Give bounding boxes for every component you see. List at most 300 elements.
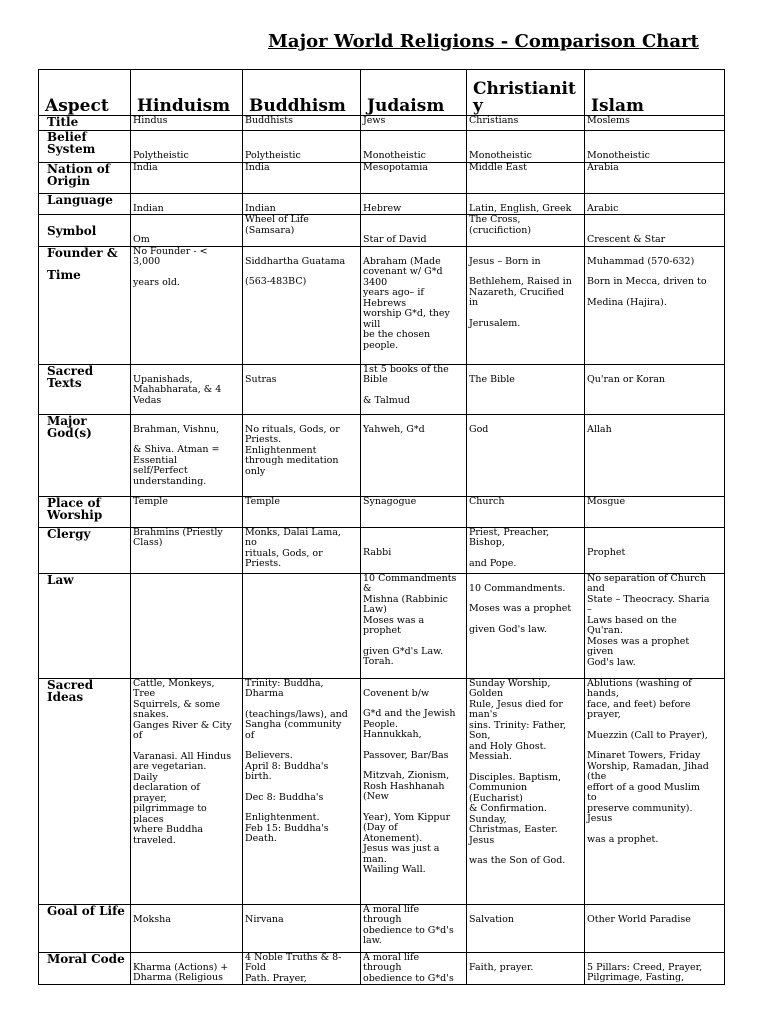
- cell-judaism: [361, 678, 467, 904]
- cell-line: Daily: [133, 771, 158, 783]
- cell-hinduism: [131, 414, 243, 496]
- cell-line: traveled.: [133, 834, 176, 846]
- table-row: [39, 246, 725, 364]
- cell-line: Monotheistic: [469, 150, 532, 161]
- aspect-line: Moral Code: [47, 951, 125, 966]
- table-row: [39, 193, 725, 215]
- cell-line: [469, 131, 582, 141]
- cell-line: Torah.: [363, 656, 394, 667]
- cell-line: in: [469, 297, 479, 308]
- cell-line: [587, 131, 722, 141]
- cell-judaism: [361, 364, 467, 414]
- cell-line: Communion: [469, 782, 528, 793]
- cell-islam: [585, 414, 725, 496]
- cell-hinduism: [131, 246, 243, 364]
- cell-line: Feb 15: Buddha's: [245, 822, 329, 834]
- cell-line: Cattle, Monkeys,: [133, 677, 215, 689]
- cell-christianity: [467, 952, 585, 985]
- aspect-label: [39, 952, 131, 985]
- cell-line: [587, 905, 722, 915]
- cell-line: [363, 528, 464, 538]
- header-label: Islam: [591, 96, 644, 116]
- cell-line: Faith, prayer.: [469, 961, 534, 973]
- cell-line: [363, 741, 464, 751]
- cell-line: Monks, Dalai Lama,: [245, 526, 341, 538]
- cell-line: & Confirmation.: [469, 803, 547, 814]
- cell-line: 10 Commandments: [363, 572, 457, 584]
- cell-line: Qu'ran or Koran: [587, 373, 666, 385]
- cell-line: Priests.: [245, 434, 282, 445]
- cell-judaism: [361, 116, 467, 131]
- cell-line: birth.: [245, 771, 272, 782]
- cell-line: [363, 247, 464, 257]
- cell-islam: [585, 527, 725, 573]
- cell-line: [363, 415, 464, 425]
- aspect-line: Founder &: [47, 245, 118, 260]
- cell-line: G*d and the Jewish: [363, 708, 456, 719]
- cell-line: April 8: Buddha's: [245, 760, 329, 772]
- table-row: [39, 215, 725, 247]
- cell-line: Sutras: [245, 373, 277, 385]
- cell-line: [587, 247, 722, 257]
- cell-line: people.: [363, 339, 399, 351]
- cell-line: are vegetarian.: [133, 761, 207, 772]
- cell-line: Jews: [363, 115, 386, 126]
- cell-line: [363, 803, 464, 813]
- cell-line: Buddhists: [245, 115, 293, 126]
- cell-line: Medina (Hajira).: [587, 296, 667, 308]
- cell-line: Salvation: [469, 913, 514, 925]
- cell-line: through: [363, 914, 402, 925]
- cell-line: understanding.: [133, 475, 207, 487]
- aspect-label: [39, 193, 131, 215]
- cell-judaism: [361, 193, 467, 215]
- cell-line: [469, 247, 582, 257]
- header-label: Hinduism: [137, 96, 231, 116]
- cell-line: [587, 288, 722, 298]
- cell-line: Covenent b/w: [363, 687, 430, 699]
- cell-line: God: [469, 423, 489, 435]
- cell-line: 1st 5 books of the: [363, 363, 449, 375]
- cell-hinduism: [131, 131, 243, 163]
- cell-line: where Buddha: [133, 824, 204, 835]
- cell-line: Jesus was just a: [363, 843, 440, 854]
- cell-buddhism: [243, 131, 361, 163]
- cell-buddhism: [243, 215, 361, 247]
- cell-judaism: [361, 215, 467, 247]
- header-judaism: [361, 70, 467, 116]
- cell-line: A moral life: [363, 951, 420, 963]
- cell-line: Essential: [133, 454, 177, 466]
- cell-line: [363, 538, 464, 548]
- cell-line: given: [587, 646, 614, 657]
- cell-line: Dec 8: Buddha's: [245, 791, 324, 803]
- cell-line: effort of a good Muslim: [587, 781, 700, 793]
- header-label: Judaism: [367, 96, 445, 116]
- cell-christianity: [467, 193, 585, 215]
- cell-line: self/Perfect: [133, 465, 188, 476]
- cell-line: A moral life: [363, 903, 420, 915]
- cell-christianity: [467, 414, 585, 496]
- cell-line: [133, 905, 240, 915]
- table-row: [39, 131, 725, 163]
- cell-line: India: [133, 161, 158, 173]
- cell-line: India: [245, 161, 270, 173]
- cell-line: [363, 637, 464, 647]
- cell-line: [245, 194, 358, 204]
- cell-buddhism: [243, 414, 361, 496]
- cell-buddhism: [243, 162, 361, 193]
- aspect-line: Goal of Life: [47, 903, 125, 918]
- cell-line: years ago– if: [363, 287, 424, 298]
- cell-line: preserve community).: [587, 802, 693, 814]
- aspect-label: [39, 162, 131, 193]
- aspect-label: [39, 527, 131, 573]
- cell-hinduism: [131, 496, 243, 527]
- cell-line: The Bible: [469, 373, 515, 385]
- cell-line: Rosh Hashhanah: [363, 780, 445, 792]
- cell-line: was a prophet.: [587, 833, 659, 845]
- cell-line: Jesus: [587, 813, 613, 824]
- cell-islam: [585, 116, 725, 131]
- cell-buddhism: [243, 527, 361, 573]
- cell-line: [587, 528, 722, 538]
- cell-line: Ablutions (washing of: [587, 677, 692, 689]
- aspect-line: Clergy: [47, 526, 91, 541]
- header-christianity: [467, 70, 585, 116]
- cell-buddhism: [243, 952, 361, 985]
- aspect-label: [39, 246, 131, 364]
- cell-line: prayer,: [133, 792, 167, 804]
- cell-line: Qu'ran.: [587, 625, 623, 636]
- cell-line: (563-483BC): [245, 276, 307, 287]
- cell-line: Law): [363, 604, 387, 615]
- cell-christianity: [467, 496, 585, 527]
- cell-line: (teachings/laws), and: [245, 708, 348, 720]
- cell-line: Trinity: Buddha,: [245, 677, 324, 689]
- cell-line: Mishna (Rabbinic: [363, 593, 448, 605]
- cell-line: Muezzin (Call to Prayer),: [587, 729, 708, 741]
- cell-line: [469, 905, 582, 915]
- cell-line: (New: [363, 791, 389, 802]
- cell-judaism: [361, 952, 467, 985]
- page-title: Major World Religions - Comparison Chart: [268, 31, 699, 52]
- cell-line: Christmas, Easter.: [469, 824, 558, 835]
- aspect-line: Origin: [47, 173, 91, 188]
- aspect-label: [39, 414, 131, 496]
- cell-line: be the chosen: [363, 329, 431, 340]
- cell-judaism: [361, 162, 467, 193]
- cell-line: Priests.: [245, 558, 282, 569]
- cell-line: [469, 763, 582, 773]
- cell-line: 10 Commandments.: [469, 582, 566, 594]
- cell-line: Atonement).: [363, 832, 423, 844]
- cell-christianity: [467, 527, 585, 573]
- cell-islam: [585, 162, 725, 193]
- cell-line: Brahman, Vishnu,: [133, 423, 220, 435]
- cell-line: Varanasi. All Hindus: [133, 750, 232, 762]
- cell-buddhism: [243, 678, 361, 904]
- cell-islam: [585, 496, 725, 527]
- header-label: Buddhism: [249, 96, 346, 116]
- cell-line: No rituals, Gods, or: [245, 423, 340, 435]
- cell-line: given God's law.: [469, 623, 547, 635]
- table-row: [39, 527, 725, 573]
- cell-line: Nazareth, Crucified: [469, 286, 565, 298]
- cell-line: Arabia: [587, 161, 619, 173]
- comparison-table: [38, 69, 725, 985]
- cell-line: Tree: [133, 688, 156, 699]
- cell-line: No Founder - <: [133, 245, 208, 257]
- cell-line: and Holy Ghost.: [469, 740, 547, 752]
- table-row: [39, 364, 725, 414]
- cell-line: [469, 194, 582, 204]
- cell-line: [133, 131, 240, 141]
- cell-line: [587, 194, 722, 204]
- cell-line: [245, 131, 358, 141]
- cell-line: Mitzvah, Zionism,: [363, 770, 450, 781]
- cell-line: Vedas: [133, 394, 162, 406]
- cell-line: Sangha (community: [245, 719, 342, 730]
- table-row: [39, 116, 725, 131]
- cell-line: [245, 247, 358, 257]
- header-hinduism: [131, 70, 243, 116]
- cell-line: 3,000: [133, 256, 161, 267]
- cell-line: Rule, Jesus died for: [469, 698, 563, 710]
- cell-judaism: [361, 527, 467, 573]
- cell-line: [469, 615, 582, 625]
- cell-line: [469, 415, 582, 425]
- cell-line: 5 Pillars: Creed, Prayer,: [587, 961, 703, 973]
- cell-line: People.: [363, 718, 399, 730]
- cell-line: & Shiva. Atman =: [133, 444, 220, 455]
- cell-line: Enlightenment.: [245, 812, 320, 823]
- cell-line: Mahabharata, & 4: [133, 384, 222, 395]
- cell-islam: [585, 678, 725, 904]
- cell-line: Wailing Wall.: [363, 864, 426, 875]
- cell-christianity: [467, 364, 585, 414]
- cell-line: and Pope.: [469, 557, 517, 569]
- cell-line: Yahweh, G*d: [363, 423, 425, 435]
- cell-line: [245, 700, 358, 710]
- cell-line: [363, 679, 464, 689]
- cell-christianity: [467, 678, 585, 904]
- aspect-line: Sacred: [47, 363, 94, 378]
- cell-line: [133, 365, 240, 375]
- cell-line: [245, 783, 358, 793]
- comparison-table-container: [38, 69, 724, 984]
- aspect-line: Nation of: [47, 161, 110, 176]
- cell-line: Rabbi: [363, 546, 392, 558]
- cell-line: Christians: [469, 115, 519, 126]
- cell-line: Squirrels, & some: [133, 698, 221, 710]
- cell-hinduism: [131, 193, 243, 215]
- cell-line: God's law.: [587, 656, 636, 668]
- cell-line: Allah: [587, 423, 612, 435]
- cell-line: Year), Yom Kippur: [363, 811, 451, 823]
- cell-islam: [585, 131, 725, 163]
- cell-line: Church: [469, 495, 505, 507]
- cell-line: man's: [469, 709, 498, 720]
- cell-line: [587, 365, 722, 375]
- cell-line: will: [363, 318, 381, 330]
- cell-line: [133, 953, 240, 963]
- cell-line: worship G*d, they: [363, 308, 450, 319]
- cell-line: through: [363, 962, 402, 973]
- table-row: [39, 573, 725, 678]
- cell-hinduism: [131, 904, 243, 952]
- cell-line: Upanishads,: [133, 373, 193, 385]
- cell-christianity: [467, 246, 585, 364]
- cell-line: Path. Prayer,: [245, 972, 307, 984]
- cell-line: law.: [363, 935, 382, 946]
- table-row: [39, 678, 725, 904]
- cell-line: Hindus: [133, 115, 168, 126]
- header-buddhism: [243, 70, 361, 116]
- cell-line: [133, 415, 240, 425]
- cell-line: Latin, English, Greek: [469, 202, 572, 214]
- cell-line: –: [587, 604, 592, 615]
- cell-line: face, and feet) before: [587, 698, 691, 710]
- cell-line: Siddhartha Guatama: [245, 255, 346, 267]
- cell-line: rituals, Gods, or: [245, 547, 323, 559]
- cell-line: Messiah.: [469, 751, 512, 762]
- cell-line: Moses was a prophet: [469, 603, 572, 614]
- cell-line: and: [587, 583, 605, 594]
- cell-line: Kharma (Actions) +: [133, 961, 229, 973]
- table-row: [39, 496, 725, 527]
- cell-line: (the: [587, 771, 607, 782]
- cell-hinduism: [131, 215, 243, 247]
- table-row: [39, 162, 725, 193]
- cell-line: places: [133, 813, 164, 825]
- cell-line: Jesus – Born in: [469, 255, 541, 267]
- cell-line: Moslems: [587, 115, 630, 126]
- cell-line: State – Theocracy. Sharia: [587, 593, 710, 605]
- cell-line: [587, 825, 722, 835]
- cell-line: Synagogue: [363, 495, 417, 507]
- cell-line: [587, 538, 722, 548]
- cell-line: Passover, Bar/Bas: [363, 749, 449, 761]
- cell-line: Mesopotamia: [363, 161, 428, 173]
- cell-judaism: [361, 496, 467, 527]
- header-islam: [585, 70, 725, 116]
- cell-line: [245, 905, 358, 915]
- cell-christianity: [467, 215, 585, 247]
- cell-line: Jerusalem.: [469, 317, 521, 329]
- cell-line: Priest, Preacher,: [469, 526, 550, 538]
- header-label: y: [473, 96, 483, 116]
- cell-islam: [585, 246, 725, 364]
- aspect-line: Ideas: [47, 689, 84, 704]
- aspect-line: Law: [47, 572, 74, 587]
- cell-line: No separation of Church: [587, 572, 706, 584]
- cell-islam: [585, 904, 725, 952]
- cell-judaism: [361, 573, 467, 678]
- cell-line: years old.: [133, 276, 180, 288]
- aspect-line: Texts: [47, 375, 82, 390]
- aspect-line: System: [47, 142, 96, 156]
- cell-line: hands,: [587, 688, 619, 699]
- cell-line: [587, 953, 722, 963]
- cell-line: [245, 365, 358, 375]
- aspect-label: [39, 678, 131, 904]
- aspect-label: [39, 364, 131, 414]
- cell-buddhism: [243, 904, 361, 952]
- cell-line: Moksha: [133, 913, 171, 925]
- cell-line: declaration of: [133, 782, 200, 793]
- cell-islam: [585, 952, 725, 985]
- cell-line: 3400: [363, 276, 388, 288]
- cell-christianity: [467, 162, 585, 193]
- cell-islam: [585, 364, 725, 414]
- aspect-label: [39, 131, 131, 163]
- cell-line: Nirvana: [245, 913, 284, 925]
- aspect-line: [47, 259, 128, 269]
- aspect-line: Sacred: [47, 677, 94, 692]
- cell-line: sins. Trinity: Father,: [469, 719, 567, 731]
- cell-line: Polytheistic: [133, 150, 189, 161]
- cell-judaism: [361, 904, 467, 952]
- cell-line: pilgrimmage to: [133, 803, 207, 814]
- header-label: Aspect: [45, 96, 109, 116]
- cell-line: Worship, Ramadan, Jihad: [587, 760, 709, 772]
- cell-christianity: [467, 116, 585, 131]
- cell-line: Bible: [363, 374, 388, 385]
- aspect-label: [39, 573, 131, 678]
- cell-line: [469, 574, 582, 584]
- aspect-label: [39, 496, 131, 527]
- aspect-line: Major: [47, 413, 87, 428]
- cell-judaism: [361, 246, 467, 364]
- cell-line: Indian: [245, 202, 276, 214]
- cell-line: [133, 268, 240, 278]
- cell-line: obedience to G*d's: [363, 972, 454, 984]
- cell-line: no: [245, 537, 257, 548]
- cell-line: of: [245, 729, 255, 741]
- cell-line: Moses was a: [363, 614, 425, 626]
- aspect-line: Worship: [47, 507, 103, 522]
- cell-line: Fold: [245, 962, 266, 973]
- cell-line: Born in Mecca, driven to: [587, 276, 707, 287]
- header-aspect: [39, 70, 131, 116]
- cell-line: Bethlehem, Raised in: [469, 276, 572, 287]
- cell-line: [363, 215, 464, 225]
- cell-line: snakes.: [133, 709, 169, 720]
- cell-buddhism: [243, 573, 361, 678]
- cell-line: Hebrews: [363, 297, 407, 309]
- cell-line: [587, 215, 722, 225]
- cell-line: to: [587, 792, 597, 803]
- cell-line: only: [245, 465, 266, 477]
- cell-line: [133, 215, 240, 225]
- cell-line: was the Son of God.: [469, 855, 566, 866]
- aspect-label: [39, 904, 131, 952]
- cell-line: Om: [133, 234, 150, 245]
- cell-hinduism: [131, 364, 243, 414]
- cell-line: Crescent & Star: [587, 234, 666, 245]
- cell-line: [469, 549, 582, 559]
- cell-line: man.: [363, 853, 387, 865]
- cell-line: Mosgue: [587, 495, 626, 507]
- cell-line: [469, 309, 582, 319]
- cell-line: Dharma: [245, 688, 284, 699]
- cell-line: obedience to G*d's: [363, 924, 454, 936]
- cell-hinduism: [131, 952, 243, 985]
- cell-line: Indian: [133, 202, 164, 214]
- aspect-line: Symbol: [47, 224, 97, 238]
- cell-line: Middle East: [469, 161, 527, 173]
